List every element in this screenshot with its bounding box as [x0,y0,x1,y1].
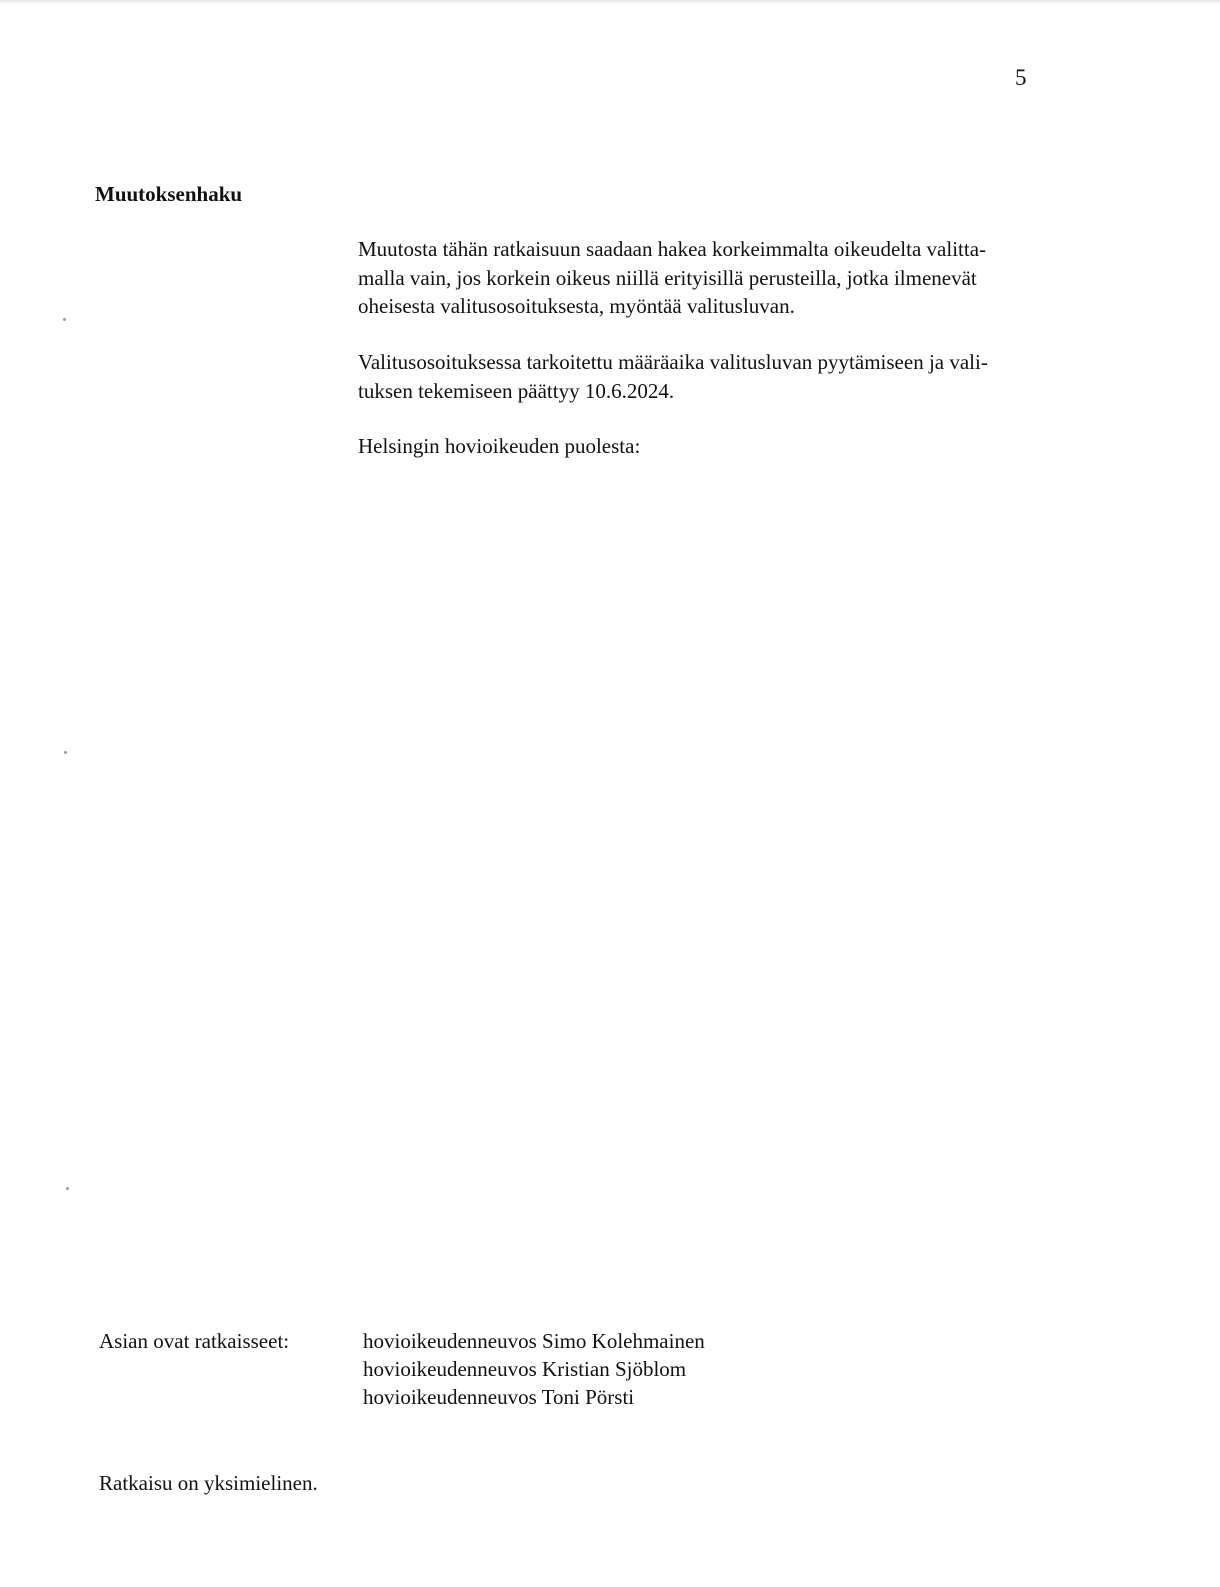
paragraph-line: Valitusosoituksessa tarkoitettu määräaika valitusluvan pyytämiseen ja vali- [358,350,988,374]
signer-name: hovioikeudenneuvos Toni Pörsti [363,1385,635,1409]
scan-speck [63,318,66,321]
signer-name: hovioikeudenneuvos Simo Kolehmainen [363,1329,705,1353]
court-behalf-paragraph [358,432,1103,461]
scan-speck [66,1187,69,1190]
page-number: 5 [1015,65,1027,90]
paragraph-line: Helsingin hovioikeuden puolesta: [358,434,641,458]
paragraph-line: Muutosta tähän ratkaisuun saadaan hakea korkeimmalta oikeudelta valitta- [358,237,987,261]
paragraph-line: oheisesta valitusosoituksesta, myöntää valitusluvan. [358,294,795,318]
scan-edge [0,0,1220,4]
scan-speck [64,751,67,754]
signer-name: hovioikeudenneuvos Kristian Sjöblom [363,1357,687,1381]
section-heading: Muutoksenhaku [95,182,243,206]
closing-statement: Ratkaisu on yksimielinen. [99,1471,318,1495]
signers-label: Asian ovat ratkaisseet: [99,1329,290,1353]
paragraph-line: malla vain, jos korkein oikeus niillä erityisillä perusteilla, jotka ilmenevät [358,265,977,290]
signers-list [363,1327,705,1411]
deadline-paragraph [358,348,1103,405]
appeal-paragraph [358,235,1103,321]
paragraph-line: tuksen tekemiseen päättyy 10.6.2024. [358,378,675,403]
